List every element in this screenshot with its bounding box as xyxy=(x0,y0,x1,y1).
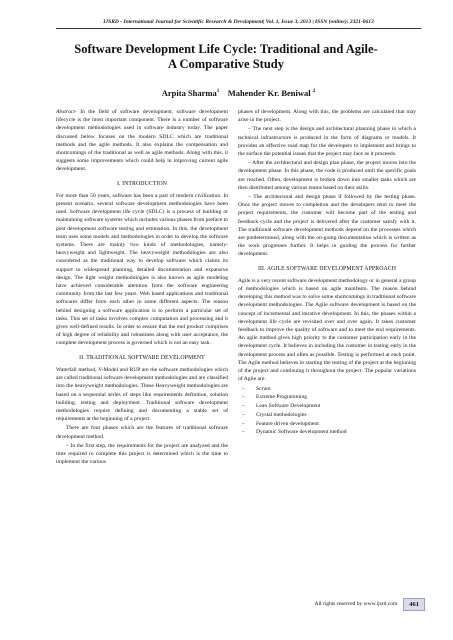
author-line xyxy=(56,86,421,99)
page-number: 461 xyxy=(403,598,425,611)
list-item: – Crystal methodologies xyxy=(242,411,307,418)
page-footer xyxy=(315,598,426,610)
list-item: – Feature driven development xyxy=(242,420,319,427)
header-rule xyxy=(56,28,421,29)
author-2-name: Mahender Kr. Beniwal xyxy=(227,87,311,98)
section-heading-introduction: I. INTRODUCTION xyxy=(116,180,168,187)
author-1-affiliation: 1 xyxy=(216,89,220,94)
right-paragraph-1: phases of development. Along with this, the problems are calculated that may arise in the project. xyxy=(238,109,416,124)
traditional-paragraph-2: There are four phases which are the features of traditional software development method. xyxy=(56,425,228,440)
paper-title-line-2: A Comparative Study xyxy=(168,57,284,71)
list-item-label: Feature driven development xyxy=(256,420,319,427)
section-heading-traditional: II. TRADITIONAL SOFTWARE DEVELOPMENT xyxy=(79,354,205,361)
footer-rights: All rights reserved by www.ijsrd.com xyxy=(314,601,398,607)
abstract xyxy=(56,108,228,174)
traditional-paragraph-1: Waterfall method, V-Model and RUP are the software methodologies which are called traditional software development methodologies and are classified into the heavyweight methodologies. These Heavyweight methodologies are based on a sequential series of steps like requirements definition, solution building, testing and deployment. Traditional software development methodologies require defining and documenting a stable set of requirements at the beginning of a project. xyxy=(56,366,228,423)
agile-text: Agile is a very recent software development methodology or in general a group of methodologies which is based on agile manifesto. The reason behind developing this method was to solve some shortcomings in traditional software development methodologies. The Agile software development is based on the concept of incremental and iterative development. In this, the phases within a development life cycle are revisited over and over again. It takes customer feedback to improve the quality of software and to meet the end requirements. An agile method gives high priority to the customer participation early in the development cycle. It believes in including the customer in testing early in the development process and often as possible. Testing is performed at each point. The Agile method believes in starting the testing of the project at the beginning of the project and continuing it throughout the project. The popular variations of Agile are: xyxy=(238,277,416,383)
right-paragraph-4: – The architectural and design phase if followed by the testing phase. Once the project moves to completion and the developers tend to meet the project requirements, the customer will become part of the testing and feedback cycle and the project is delivered after the customer satisfy with it. The traditional software development methods depend on the processes which are predetermined, along with the on-going documentation which is written as the work progresses further. It helps in guiding the process for further development. xyxy=(238,194,416,258)
traditional-paragraph-3: – In the first step, the requirements for the project are analyzed and the time required to complete this project is determined which is the time to implement the various xyxy=(56,442,228,466)
author-1-name: Arpita Sharma xyxy=(161,87,217,98)
introduction-text: For more than 50 years, software has been a part of modern civilization. In present scenario, several software development methodologies have been used. Software development life cycle (SDLC) is a process of building or maintaining software systems which includes various phases from preface to post development software testing and estimation. In this, the development team uses some models and methodologies in order to develop the software systems. There are mainly two kinds of methodologies, namely- heavyweight and lightweight. The heavyweight methodologies are also considered as the traditional way to develop software which claims its support to widespread planning, detailed documentation and expansive design. The light weight methodologies is also known as agile modeling have achieved considerable attention from the software engineering community from the last few years. Web based applications and traditional softwares differ from each other in some different aspects. The reason behind designing a software application is to perform a particular set of tasks. This set of tasks involves complex computation and processing and it gives well-defined results. In order to ensure that the end product comprises of high degree of reliability and robustness along with user acceptance, the complete development process is governed which is not an easy task. xyxy=(56,192,228,347)
paper-title xyxy=(56,42,396,72)
list-item: – Dynamic Software development method xyxy=(242,429,347,436)
right-column xyxy=(238,108,416,437)
list-item-label: Dynamic Software development method xyxy=(256,429,347,436)
list-item-label: Lean Software Development xyxy=(256,403,321,410)
list-item-label: Extreme Programming xyxy=(256,394,308,401)
list-item-label: Scrum xyxy=(256,385,271,392)
paper-title-line-1: Software Development Life Cycle: Traditional and Agile- xyxy=(74,42,378,56)
list-item-label: Crystal methodologies xyxy=(256,411,307,418)
journal-header: IJSRD - International Journal for Scientific Research & Development| Vol. 1, Issue 3, 2013 | ISSN (online): 2321-0613 xyxy=(103,19,374,25)
list-item: – Scrum xyxy=(242,385,271,392)
left-column xyxy=(56,108,228,467)
right-paragraph-3: – After the architectural and design plan phase, the project moves into the development phase. In this phase, the code is produced until the specific goals are reached. Often, development is broken down into smaller tasks which are then distributed among various teams based on their skills. xyxy=(238,160,416,191)
agile-variations-list xyxy=(238,385,416,438)
list-item: – Extreme Programming xyxy=(242,394,308,401)
abstract-text: In the field of software development, software development lifecycle is the most important component. There is a number of software development methodologies used in software industry today. The paper discussed below focuses on the modern SDLC which are traditional methods and the agile methods. It also explains the compensation and shortcomings of the traditional as well as agile methods. Along with this, it suggests some improvements which could help in improving current agile development. xyxy=(56,109,228,173)
list-item: – Lean Software Development xyxy=(242,403,321,410)
section-heading-agile: III. AGILE SOFTWARE DEVELOPMENT APPROACH xyxy=(257,265,397,272)
author-2-affiliation: 2 xyxy=(312,89,316,94)
right-paragraph-2: – The next step is the design and architectural planning phase in which a technical infrastructure is produced in the form of diagrams or models. It provides an effective road map for the developers to implement and brings to the surface the potential issues that the project may face as it proceeds. xyxy=(238,126,416,158)
abstract-label: Abstract- xyxy=(56,109,77,115)
